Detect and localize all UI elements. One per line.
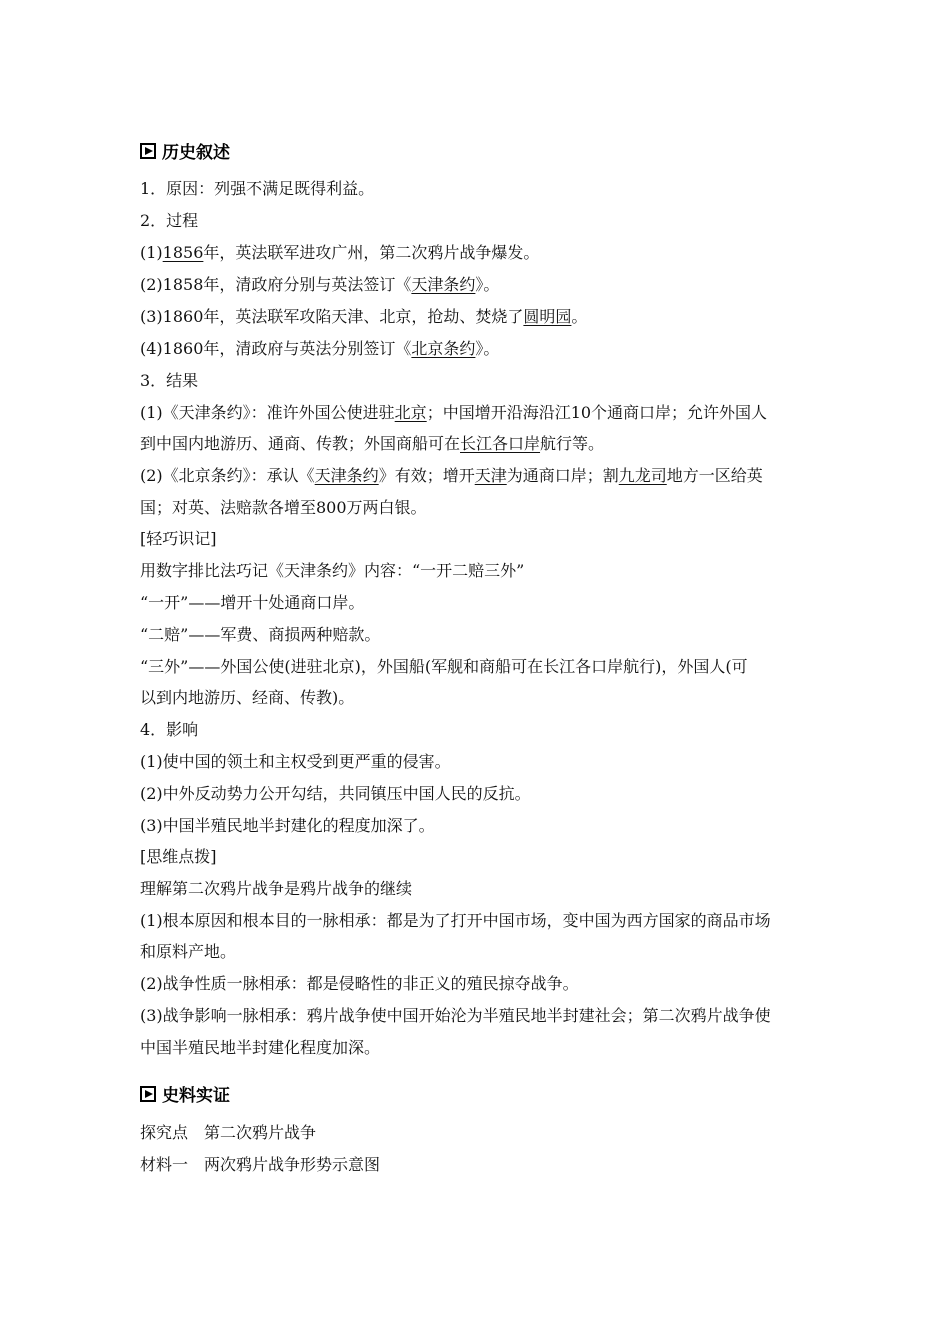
text-line: 和原料产地。 — [140, 942, 237, 961]
play-triangle-icon — [140, 143, 156, 159]
underlined-answer: 天津条约 — [314, 466, 379, 485]
text-line: 材料一 两次鸦片战争形势示意图 — [140, 1155, 381, 1174]
text-line: (2)1858年，清政府分别与英法签订《天津条约》。 — [140, 275, 500, 294]
text-line: (3)中国半殖民地半封建化的程度加深了。 — [140, 816, 435, 835]
text-line: (2)《北京条约》：承认《天津条约》有效；增开天津为通商口岸；割九龙司地方一区给英 — [140, 466, 763, 485]
text-line: [思维点拨] — [140, 847, 217, 866]
text-line: (4)1860年，清政府与英法分别签订《北京条约》。 — [140, 339, 500, 358]
underlined-answer: 长江各口岸 — [460, 434, 541, 453]
underlined-answer: 1856 — [162, 243, 204, 262]
play-triangle-icon — [140, 1086, 156, 1102]
underlined-answer: 天津条约 — [411, 275, 476, 294]
section-title: 史料实证 — [162, 1086, 230, 1106]
underlined-answer: 九龙司 — [618, 466, 667, 485]
text-line: 中国半殖民地半封建化程度加深。 — [140, 1038, 381, 1057]
underlined-answer: 圆明园 — [523, 307, 572, 326]
section-heading-history-narrative — [140, 138, 230, 163]
text-line: “一开”——增开十处通商口岸。 — [140, 593, 365, 612]
text-line: (3)1860年，英法联军攻陷天津、北京，抢劫、焚烧了圆明园。 — [140, 307, 588, 326]
text-line: (2)战争性质一脉相承：都是侵略性的非正义的殖民掠夺战争。 — [140, 974, 579, 993]
text-line: “二赔”——军费、商损两种赔款。 — [140, 625, 381, 644]
section-title: 历史叙述 — [162, 143, 230, 163]
text-line: 2．过程 — [140, 211, 199, 230]
text-line: 以到内地游历、经商、传教)。 — [140, 688, 355, 707]
text-line: 国；对英、法赔款各增至800万两白银。 — [140, 498, 427, 517]
text-line: 理解第二次鸦片战争是鸦片战争的继续 — [140, 879, 413, 898]
text-line: (2)中外反动势力公开勾结，共同镇压中国人民的反抗。 — [140, 784, 531, 803]
underlined-answer: 北京条约 — [411, 339, 476, 358]
text-line: 4．影响 — [140, 720, 199, 739]
text-line: 3．结果 — [140, 371, 199, 390]
text-line: (3)战争影响一脉相承：鸦片战争使中国开始沦为半殖民地半封建社会；第二次鸦片战争使 — [140, 1006, 771, 1025]
text-line: 1．原因：列强不满足既得利益。 — [140, 179, 375, 198]
text-line: (1)《天津条约》：准许外国公使进驻北京；中国增开沿海沿江10个通商口岸；允许外国人 — [140, 403, 768, 422]
text-line: 探究点 第二次鸦片战争 — [140, 1123, 317, 1142]
underlined-answer: 天津 — [474, 466, 507, 485]
text-line: 用数字排比法巧记《天津条约》内容：“一开二赔三外” — [140, 561, 525, 580]
text-line: (1)根本原因和根本目的一脉相承：都是为了打开中国市场，变中国为西方国家的商品市场 — [140, 911, 771, 930]
text-line: “三外”——外国公使(进驻北京)，外国船(军舰和商船可在长江各口岸航行)，外国人(可 — [140, 657, 748, 676]
text-line: (1)使中国的领土和主权受到更严重的侵害。 — [140, 752, 451, 771]
text-line: [轻巧识记] — [140, 529, 217, 548]
text-line: (1)1856年，英法联军进攻广州，第二次鸦片战争爆发。 — [140, 243, 540, 262]
text-line: 到中国内地游历、通商、传教；外国商船可在长江各口岸航行等。 — [140, 434, 605, 453]
underlined-answer: 北京 — [394, 403, 427, 422]
section-heading-evidence — [140, 1081, 230, 1106]
